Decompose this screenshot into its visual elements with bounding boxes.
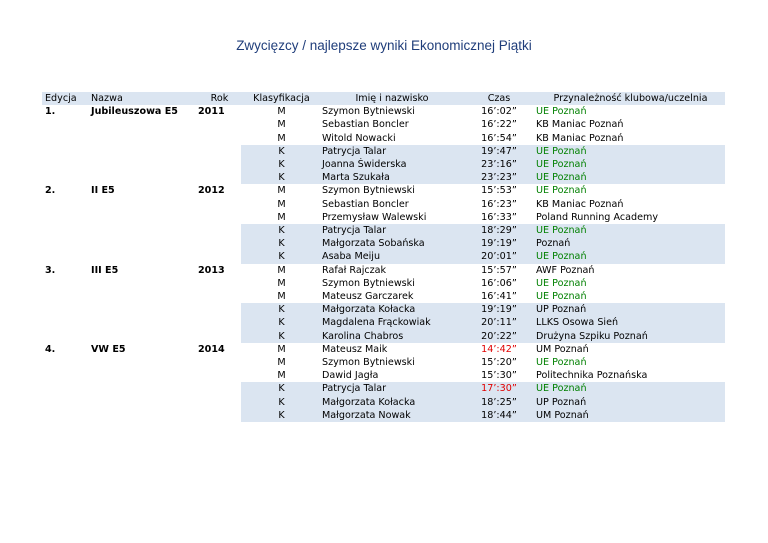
cell-edycja bbox=[42, 250, 88, 263]
cell-edycja bbox=[42, 396, 88, 409]
cell-imie-nazwisko: Joanna Świderska bbox=[319, 158, 462, 171]
cell-klasyfikacja: K bbox=[241, 158, 319, 171]
cell-rok: 2013 bbox=[198, 264, 225, 276]
cell-imie-nazwisko: Szymon Bytniewski bbox=[322, 357, 415, 369]
cell-imie-nazwisko: Małgorzata Kołacka bbox=[319, 396, 462, 409]
cell-klasyfikacja: M bbox=[277, 291, 286, 303]
cell-klub: UE Poznań bbox=[533, 224, 725, 237]
cell-klasyfikacja: M bbox=[277, 357, 286, 369]
cell-edycja bbox=[42, 211, 88, 224]
cell-edycja bbox=[42, 382, 88, 395]
table-row bbox=[42, 382, 725, 395]
cell-nazwa: VW E5 bbox=[91, 343, 126, 355]
cell-imie-nazwisko: Marta Szukała bbox=[319, 171, 462, 184]
cell-nazwa bbox=[88, 132, 195, 145]
cell-czas: 17’:30” bbox=[462, 382, 533, 395]
cell-klub: UM Poznań bbox=[536, 343, 589, 355]
cell-klub: Poland Running Academy bbox=[536, 211, 659, 223]
table-row bbox=[42, 118, 725, 131]
cell-edycja bbox=[42, 198, 88, 211]
cell-nazwa bbox=[88, 290, 195, 303]
cell-nazwa bbox=[88, 224, 195, 237]
header-klub: Przynależność klubowa/uczelnia bbox=[533, 92, 725, 105]
cell-klub: Drużyna Szpiku Poznań bbox=[533, 330, 725, 343]
cell-klasyfikacja: M bbox=[277, 106, 286, 118]
cell-klub: UE Poznań bbox=[536, 277, 587, 289]
cell-nazwa bbox=[88, 396, 195, 409]
cell-klasyfikacja: M bbox=[277, 211, 286, 223]
cell-klasyfikacja: K bbox=[241, 316, 319, 329]
cell-imie-nazwisko: Przemysław Walewski bbox=[322, 211, 427, 223]
cell-nazwa bbox=[88, 277, 195, 290]
cell-czas: 16’:41” bbox=[481, 291, 517, 303]
cell-klub: AWF Poznań bbox=[536, 264, 595, 276]
cell-rok bbox=[195, 145, 241, 158]
cell-edycja bbox=[42, 171, 88, 184]
cell-edycja bbox=[42, 290, 88, 303]
cell-nazwa bbox=[88, 369, 195, 382]
table-row bbox=[42, 290, 725, 303]
cell-klasyfikacja: K bbox=[241, 171, 319, 184]
cell-edycja bbox=[42, 303, 88, 316]
cell-nazwa bbox=[88, 198, 195, 211]
table-row bbox=[42, 198, 725, 211]
cell-nazwa bbox=[88, 330, 195, 343]
cell-edycja bbox=[42, 356, 88, 369]
table-row bbox=[42, 132, 725, 145]
cell-rok bbox=[195, 356, 241, 369]
cell-rok bbox=[195, 277, 241, 290]
cell-rok bbox=[195, 250, 241, 263]
cell-nazwa bbox=[88, 211, 195, 224]
header-rok: Rok bbox=[195, 92, 241, 105]
table-row bbox=[42, 330, 725, 343]
cell-nazwa bbox=[88, 118, 195, 131]
cell-imie-nazwisko: Małgorzata Nowak bbox=[319, 409, 462, 422]
table-row bbox=[42, 316, 725, 329]
cell-imie-nazwisko: Małgorzata Sobańska bbox=[319, 237, 462, 250]
cell-imie-nazwisko: Szymon Bytniewski bbox=[322, 106, 415, 118]
cell-rok bbox=[195, 198, 241, 211]
cell-edycja bbox=[42, 277, 88, 290]
header-czas: Czas bbox=[462, 92, 533, 105]
table-row bbox=[42, 105, 725, 118]
table-row bbox=[42, 343, 725, 356]
cell-czas: 19’:47” bbox=[462, 145, 533, 158]
cell-rok: 2011 bbox=[198, 106, 225, 118]
table-row bbox=[42, 409, 725, 422]
cell-edycja: 1. bbox=[45, 106, 56, 118]
cell-klub: UE Poznań bbox=[533, 158, 725, 171]
table-row bbox=[42, 303, 725, 316]
cell-klub: UP Poznań bbox=[533, 303, 725, 316]
cell-imie-nazwisko: Mateusz Maik bbox=[322, 343, 388, 355]
cell-edycja bbox=[42, 224, 88, 237]
table-header-row bbox=[42, 92, 725, 105]
cell-edycja bbox=[42, 118, 88, 131]
cell-czas: 15’:30” bbox=[481, 370, 517, 382]
cell-czas: 16’:54” bbox=[481, 132, 517, 144]
cell-rok bbox=[195, 118, 241, 131]
cell-czas: 18’:44” bbox=[462, 409, 533, 422]
cell-klasyfikacja: K bbox=[241, 409, 319, 422]
cell-czas: 15’:57” bbox=[481, 264, 517, 276]
cell-rok bbox=[195, 382, 241, 395]
cell-rok bbox=[195, 369, 241, 382]
cell-imie-nazwisko: Sebastian Boncler bbox=[322, 119, 409, 131]
cell-czas: 23’:16” bbox=[462, 158, 533, 171]
cell-klub: UM Poznań bbox=[533, 409, 725, 422]
cell-czas: 16’:06” bbox=[481, 277, 517, 289]
table-row bbox=[42, 224, 725, 237]
cell-klasyfikacja: M bbox=[277, 343, 286, 355]
cell-imie-nazwisko: Szymon Bytniewski bbox=[322, 185, 415, 197]
cell-klub: UP Poznań bbox=[533, 396, 725, 409]
table-row bbox=[42, 145, 725, 158]
cell-edycja: 4. bbox=[45, 343, 56, 355]
cell-edycja bbox=[42, 330, 88, 343]
cell-nazwa: II E5 bbox=[91, 185, 115, 197]
cell-imie-nazwisko: Patrycja Talar bbox=[319, 224, 462, 237]
cell-czas: 20’:22” bbox=[462, 330, 533, 343]
cell-klub: UE Poznań bbox=[536, 357, 587, 369]
cell-klub: Politechnika Poznańska bbox=[536, 370, 648, 382]
cell-nazwa: III E5 bbox=[91, 264, 119, 276]
cell-czas: 16’:23” bbox=[481, 198, 517, 210]
cell-edycja: 2. bbox=[45, 185, 56, 197]
table-row bbox=[42, 250, 725, 263]
cell-czas: 20’:11” bbox=[462, 316, 533, 329]
cell-nazwa: Jubileuszowa E5 bbox=[91, 106, 178, 118]
cell-czas: 16’:22” bbox=[481, 119, 517, 131]
table-row bbox=[42, 184, 725, 197]
table-row bbox=[42, 171, 725, 184]
cell-edycja bbox=[42, 237, 88, 250]
cell-nazwa bbox=[88, 171, 195, 184]
cell-klub: LLKS Osowa Sień bbox=[533, 316, 725, 329]
cell-klasyfikacja: K bbox=[241, 145, 319, 158]
cell-klasyfikacja: M bbox=[277, 119, 286, 131]
cell-klasyfikacja: M bbox=[277, 277, 286, 289]
cell-imie-nazwisko: Małgorzata Kołacka bbox=[319, 303, 462, 316]
cell-czas: 18’:29” bbox=[462, 224, 533, 237]
cell-nazwa bbox=[88, 316, 195, 329]
cell-klasyfikacja: K bbox=[241, 237, 319, 250]
cell-rok bbox=[195, 316, 241, 329]
cell-czas: 15’:20” bbox=[481, 357, 517, 369]
cell-nazwa bbox=[88, 409, 195, 422]
table-row bbox=[42, 237, 725, 250]
table-row bbox=[42, 211, 725, 224]
table-row bbox=[42, 158, 725, 171]
cell-klub: Poznań bbox=[533, 237, 725, 250]
cell-rok bbox=[195, 224, 241, 237]
cell-imie-nazwisko: Sebastian Boncler bbox=[322, 198, 409, 210]
table-row bbox=[42, 356, 725, 369]
cell-edycja bbox=[42, 369, 88, 382]
cell-klasyfikacja: K bbox=[241, 382, 319, 395]
cell-edycja bbox=[42, 316, 88, 329]
cell-nazwa bbox=[88, 145, 195, 158]
cell-edycja bbox=[42, 158, 88, 171]
header-edycja: Edycja bbox=[42, 92, 88, 105]
cell-klasyfikacja: M bbox=[277, 185, 286, 197]
cell-klasyfikacja: M bbox=[277, 370, 286, 382]
cell-czas: 23’:23” bbox=[462, 171, 533, 184]
cell-klub: UE Poznań bbox=[533, 382, 725, 395]
cell-imie-nazwisko: Mateusz Garczarek bbox=[322, 291, 414, 303]
cell-rok bbox=[195, 171, 241, 184]
cell-klub: KB Maniac Poznań bbox=[536, 198, 624, 210]
cell-rok bbox=[195, 211, 241, 224]
cell-rok bbox=[195, 237, 241, 250]
cell-imie-nazwisko: Patrycja Talar bbox=[319, 145, 462, 158]
cell-klub: KB Maniac Poznań bbox=[536, 132, 624, 144]
cell-klasyfikacja: K bbox=[241, 330, 319, 343]
cell-imie-nazwisko: Dawid Jagła bbox=[322, 370, 379, 382]
table-row bbox=[42, 264, 725, 277]
cell-klub: KB Maniac Poznań bbox=[536, 119, 624, 131]
cell-rok bbox=[195, 396, 241, 409]
cell-rok bbox=[195, 290, 241, 303]
cell-czas: 19’:19” bbox=[462, 303, 533, 316]
header-imie-nazwisko: Imię i nazwisko bbox=[319, 92, 462, 105]
table-row bbox=[42, 277, 725, 290]
cell-klasyfikacja: M bbox=[277, 132, 286, 144]
page-title: Zwycięzcy / najlepsze wyniki Ekonomicznej Piątki bbox=[236, 38, 532, 53]
cell-czas: 18’:25” bbox=[462, 396, 533, 409]
cell-imie-nazwisko: Asaba Meiju bbox=[319, 250, 462, 263]
cell-klasyfikacja: M bbox=[277, 264, 286, 276]
table-body bbox=[42, 105, 725, 422]
cell-klub: UE Poznań bbox=[533, 145, 725, 158]
cell-imie-nazwisko: Karolina Chabros bbox=[319, 330, 462, 343]
cell-rok bbox=[195, 303, 241, 316]
cell-klub: UE Poznań bbox=[536, 291, 587, 303]
cell-klub: UE Poznań bbox=[533, 171, 725, 184]
cell-klub: UE Poznań bbox=[536, 185, 587, 197]
table-row bbox=[42, 396, 725, 409]
cell-nazwa bbox=[88, 237, 195, 250]
cell-nazwa bbox=[88, 382, 195, 395]
cell-nazwa bbox=[88, 303, 195, 316]
cell-rok: 2012 bbox=[198, 185, 225, 197]
cell-nazwa bbox=[88, 158, 195, 171]
header-klasyfikacja: Klasyfikacja bbox=[241, 92, 319, 105]
cell-nazwa bbox=[88, 250, 195, 263]
cell-imie-nazwisko: Patrycja Talar bbox=[319, 382, 462, 395]
cell-klasyfikacja: K bbox=[241, 224, 319, 237]
cell-czas: 16’:33” bbox=[481, 211, 517, 223]
cell-imie-nazwisko: Rafał Rajczak bbox=[322, 264, 387, 276]
cell-klasyfikacja: M bbox=[277, 198, 286, 210]
cell-imie-nazwisko: Szymon Bytniewski bbox=[322, 277, 415, 289]
cell-czas: 16’:02” bbox=[481, 106, 517, 118]
cell-edycja bbox=[42, 132, 88, 145]
cell-rok bbox=[195, 330, 241, 343]
cell-klasyfikacja: K bbox=[241, 303, 319, 316]
cell-rok: 2014 bbox=[198, 343, 225, 355]
cell-czas: 15’:53” bbox=[481, 185, 517, 197]
cell-czas: 14’:42” bbox=[481, 343, 517, 355]
cell-klasyfikacja: K bbox=[241, 250, 319, 263]
header-nazwa: Nazwa bbox=[88, 92, 195, 105]
cell-klasyfikacja: K bbox=[241, 396, 319, 409]
table-row bbox=[42, 369, 725, 382]
cell-klub: UE Poznań bbox=[536, 106, 587, 118]
cell-rok bbox=[195, 409, 241, 422]
cell-imie-nazwisko: Witold Nowacki bbox=[322, 132, 396, 144]
cell-edycja bbox=[42, 145, 88, 158]
cell-imie-nazwisko: Magdalena Frąckowiak bbox=[319, 316, 462, 329]
cell-edycja bbox=[42, 409, 88, 422]
cell-klub: UE Poznań bbox=[533, 250, 725, 263]
cell-czas: 20’:01” bbox=[462, 250, 533, 263]
results-table bbox=[42, 92, 725, 422]
cell-rok bbox=[195, 132, 241, 145]
cell-nazwa bbox=[88, 356, 195, 369]
cell-edycja: 3. bbox=[45, 264, 56, 276]
cell-czas: 19’:19” bbox=[462, 237, 533, 250]
cell-rok bbox=[195, 158, 241, 171]
